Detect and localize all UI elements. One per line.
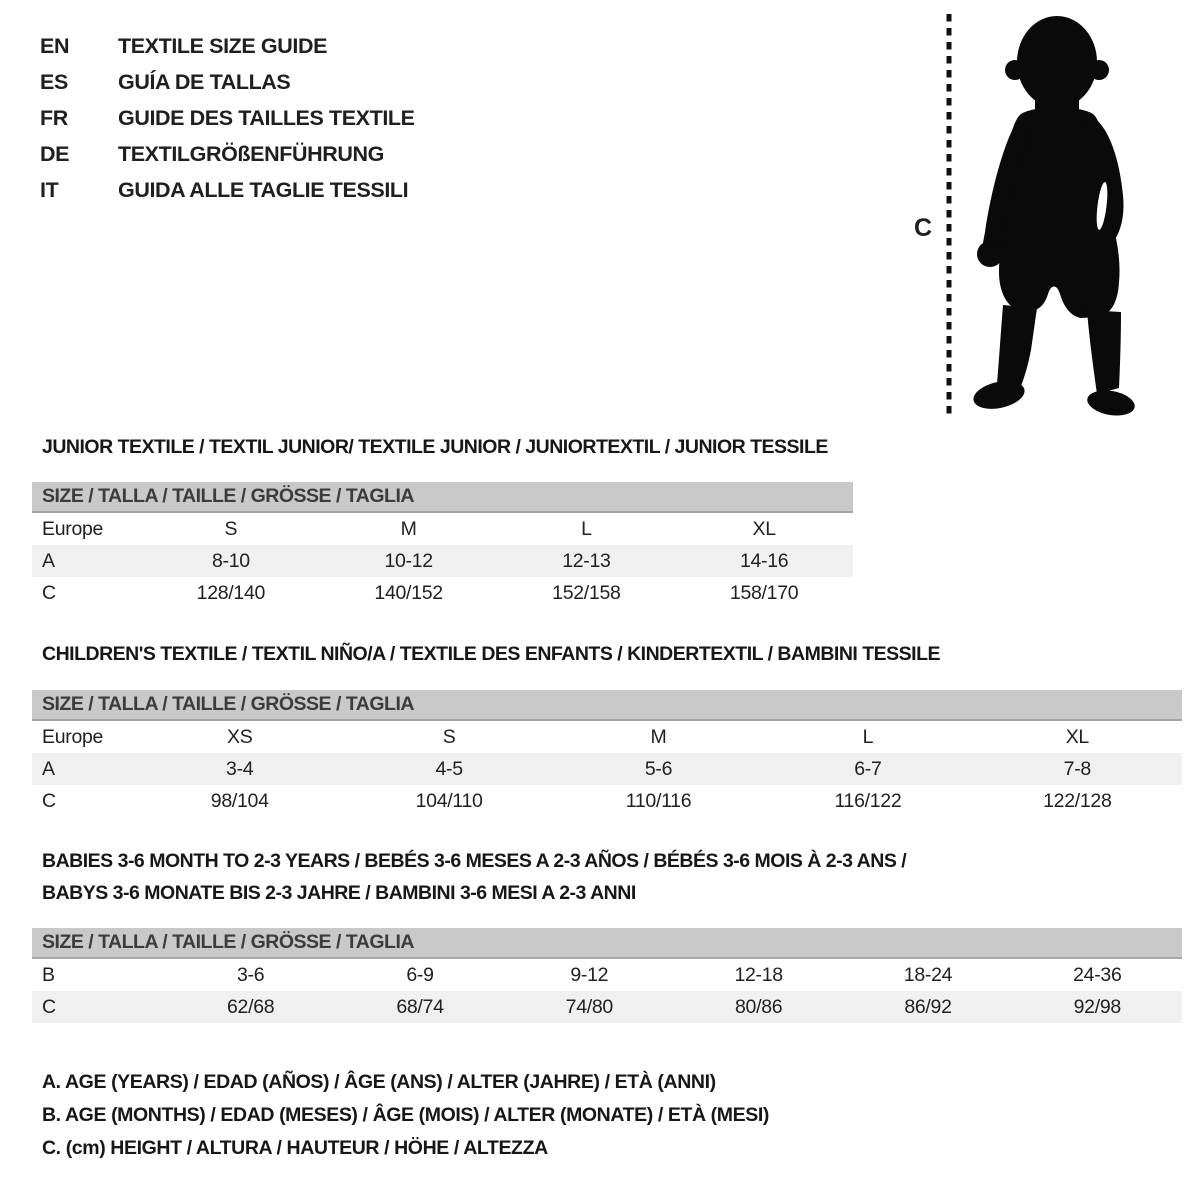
value-cell: 128/140 [196,581,266,604]
value-cell: 92/98 [1073,995,1121,1018]
height-measure-figure [900,0,1200,440]
size-header-bar: SIZE / TALLA / TAILLE / GRÖSSE / TAGLIA [32,482,853,513]
row-label-cell: B [42,963,55,986]
language-row-es [40,64,415,100]
value-cell: 8-10 [211,549,250,572]
row-label-cell: A [42,549,55,572]
language-code: DE [40,141,70,166]
value-cell: 14-16 [739,549,789,572]
size-header-bar: SIZE / TALLA / TAILLE / GRÖSSE / TAGLIA [32,690,1182,721]
legend-age-months: B. AGE (MONTHS) / EDAD (MESES) / ÂGE (MOIS) / ALTER (MONATE) / ETÀ (MESI) [42,1104,769,1126]
value-cell: 140/152 [374,581,443,604]
junior-section-title: JUNIOR TEXTILE / TEXTIL JUNIOR/ TEXTILE JUNIOR / JUNIORTEXTIL / JUNIOR TESSILE [42,436,828,458]
value-cell: 152/158 [552,581,621,604]
children-size-table [32,690,1182,817]
height-marker-label: C [914,214,933,242]
value-cell: 158/170 [729,581,799,604]
language-label: TEXTILGRÖßENFÜHRUNG [118,141,384,166]
value-cell: 6-7 [854,757,882,780]
language-label: GUIDA ALLE TAGLIE TESSILI [118,177,409,202]
value-cell: 80/86 [734,995,783,1018]
language-code: EN [40,33,70,58]
toddler-silhouette-icon [963,10,1138,420]
table-row-age [32,753,1182,785]
value-cell: S [224,517,238,540]
language-label: TEXTILE SIZE GUIDE [118,33,328,58]
table-row-europe [32,513,853,545]
row-label-cell: C [42,581,56,604]
value-cell: M [650,725,667,748]
row-label-cell: A [42,757,55,780]
babies-size-table [32,928,1182,1023]
legend-age-years: A. AGE (YEARS) / EDAD (AÑOS) / ÂGE (ANS) / ALTER (JAHRE) / ETÀ (ANNI) [42,1071,716,1093]
value-cell: L [862,725,874,748]
value-cell: M [400,517,417,540]
value-cell: 6-9 [406,963,434,986]
value-cell: S [442,725,456,748]
table-row-europe [32,721,1182,753]
row-label-cell: Europe [42,725,104,748]
value-cell: XS [226,725,253,748]
value-cell: 3-6 [237,963,265,986]
legend-height-cm: C. (cm) HEIGHT / ALTURA / HAUTEUR / HÖHE / ALTEZZA [42,1137,548,1159]
language-code: ES [40,69,68,94]
babies-section-title-line2: BABYS 3-6 MONATE BIS 2-3 JAHRE / BAMBINI 3-6 MESI A 2-3 ANNI [42,882,636,904]
language-label: GUÍA DE TALLAS [118,69,291,94]
row-label-cell: Europe [42,517,104,540]
value-cell: L [581,517,592,540]
value-cell: 68/74 [396,995,444,1018]
language-row-en [40,28,415,64]
value-cell: 24-36 [1073,963,1122,986]
language-code: FR [40,105,68,130]
value-cell: 9-12 [570,963,609,986]
value-cell: 5-6 [644,757,673,780]
value-cell: XL [1065,725,1089,748]
language-row-it [40,172,415,208]
value-cell: XL [752,517,776,540]
table-row-months [32,959,1182,991]
value-cell: 18-24 [903,963,953,986]
row-label-cell: C [42,789,56,812]
row-label-cell: C [42,995,56,1018]
value-cell: 62/68 [227,995,275,1018]
value-cell: 7-8 [1063,757,1091,780]
language-row-fr [40,100,415,136]
value-cell: 98/104 [210,789,269,812]
language-code: IT [40,177,59,202]
language-row-de [40,136,415,172]
babies-section-title-line1: BABIES 3-6 MONTH TO 2-3 YEARS / BEBÉS 3-6 MESES A 2-3 AÑOS / BÉBÉS 3-6 MOIS À 2-3 ANS / [42,850,907,872]
value-cell: 74/80 [565,995,613,1018]
value-cell: 86/92 [904,995,952,1018]
value-cell: 3-4 [226,757,254,780]
language-label: GUIDE DES TAILLES TEXTILE [118,105,415,130]
table-row-age [32,545,853,577]
value-cell: 10-12 [384,549,433,572]
junior-size-table [32,482,853,609]
value-cell: 4-5 [435,757,463,780]
value-cell: 110/116 [625,789,692,812]
value-cell: 116/122 [834,789,902,812]
value-cell: 12-13 [562,549,611,572]
size-header-bar: SIZE / TALLA / TAILLE / GRÖSSE / TAGLIA [32,928,1182,959]
table-row-height [32,991,1182,1023]
table-row-height [32,577,853,609]
value-cell: 12-18 [734,963,783,986]
language-list [40,28,415,208]
value-cell: 104/110 [415,789,483,812]
table-row-height [32,785,1182,817]
height-dashed-line-icon [946,14,954,418]
children-section-title: CHILDREN'S TEXTILE / TEXTIL NIÑO/A / TEXTILE DES ENFANTS / KINDERTEXTIL / BAMBINI TESSILE [42,643,941,665]
value-cell: 122/128 [1043,789,1112,812]
